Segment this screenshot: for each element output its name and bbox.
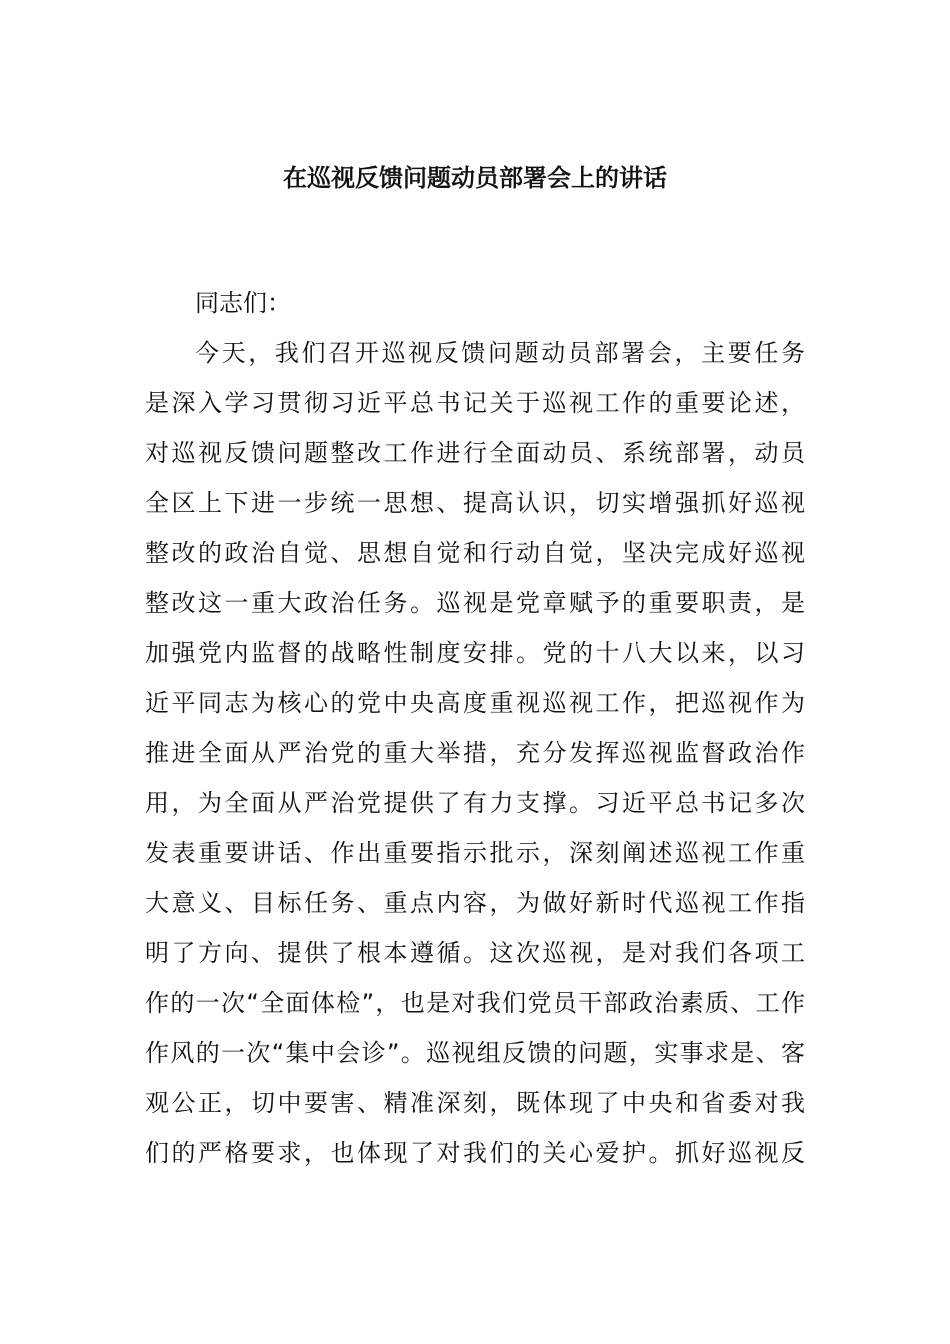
paragraph-line: 是深入学习贯彻习近平总书记关于巡视工作的重要论述，	[145, 389, 805, 417]
paragraph-line: 全区上下进一步统一思想、提高认识，切实增强抓好巡视	[145, 489, 805, 517]
paragraph-line: 加强党内监督的战略性制度安排。党的十八大以来，以习	[145, 639, 805, 667]
paragraph-line: 大意义、目标任务、重点内容，为做好新时代巡视工作指	[145, 889, 805, 917]
paragraph-line: 用，为全面从严治党提供了有力支撑。习近平总书记多次	[145, 789, 805, 817]
paragraph-line: 们的严格要求，也体现了对我们的关心爱护。抓好巡视反	[145, 1139, 805, 1167]
paragraph-line: 作的一次“全面体检”，也是对我们党员干部政治素质、工作	[145, 989, 805, 1017]
body-paragraph	[145, 328, 805, 1178]
paragraph-line: 明了方向、提供了根本遵循。这次巡视，是对我们各项工	[145, 939, 805, 967]
paragraph-line: 今天，我们召开巡视反馈问题动员部署会，主要任务	[195, 339, 805, 367]
document-title: 在巡视反馈问题动员部署会上的讲话	[283, 164, 667, 192]
paragraph-line: 作风的一次“集中会诊”。巡视组反馈的问题，实事求是、客	[145, 1039, 805, 1067]
paragraph-line: 近平同志为核心的党中央高度重视巡视工作，把巡视作为	[145, 689, 805, 717]
greeting: 同志们：	[195, 289, 291, 317]
paragraph-line: 整改这一重大政治任务。巡视是党章赋予的重要职责，是	[145, 589, 805, 617]
paragraph-line: 观公正，切中要害、精准深刻，既体现了中央和省委对我	[145, 1089, 805, 1117]
paragraph-line: 对巡视反馈问题整改工作进行全面动员、系统部署，动员	[145, 439, 805, 467]
paragraph-line: 推进全面从严治党的重大举措，充分发挥巡视监督政治作	[145, 739, 805, 767]
paragraph-line: 发表重要讲话、作出重要指示批示，深刻阐述巡视工作重	[145, 839, 805, 867]
paragraph-line: 整改的政治自觉、思想自觉和行动自觉，坚决完成好巡视	[145, 539, 805, 567]
